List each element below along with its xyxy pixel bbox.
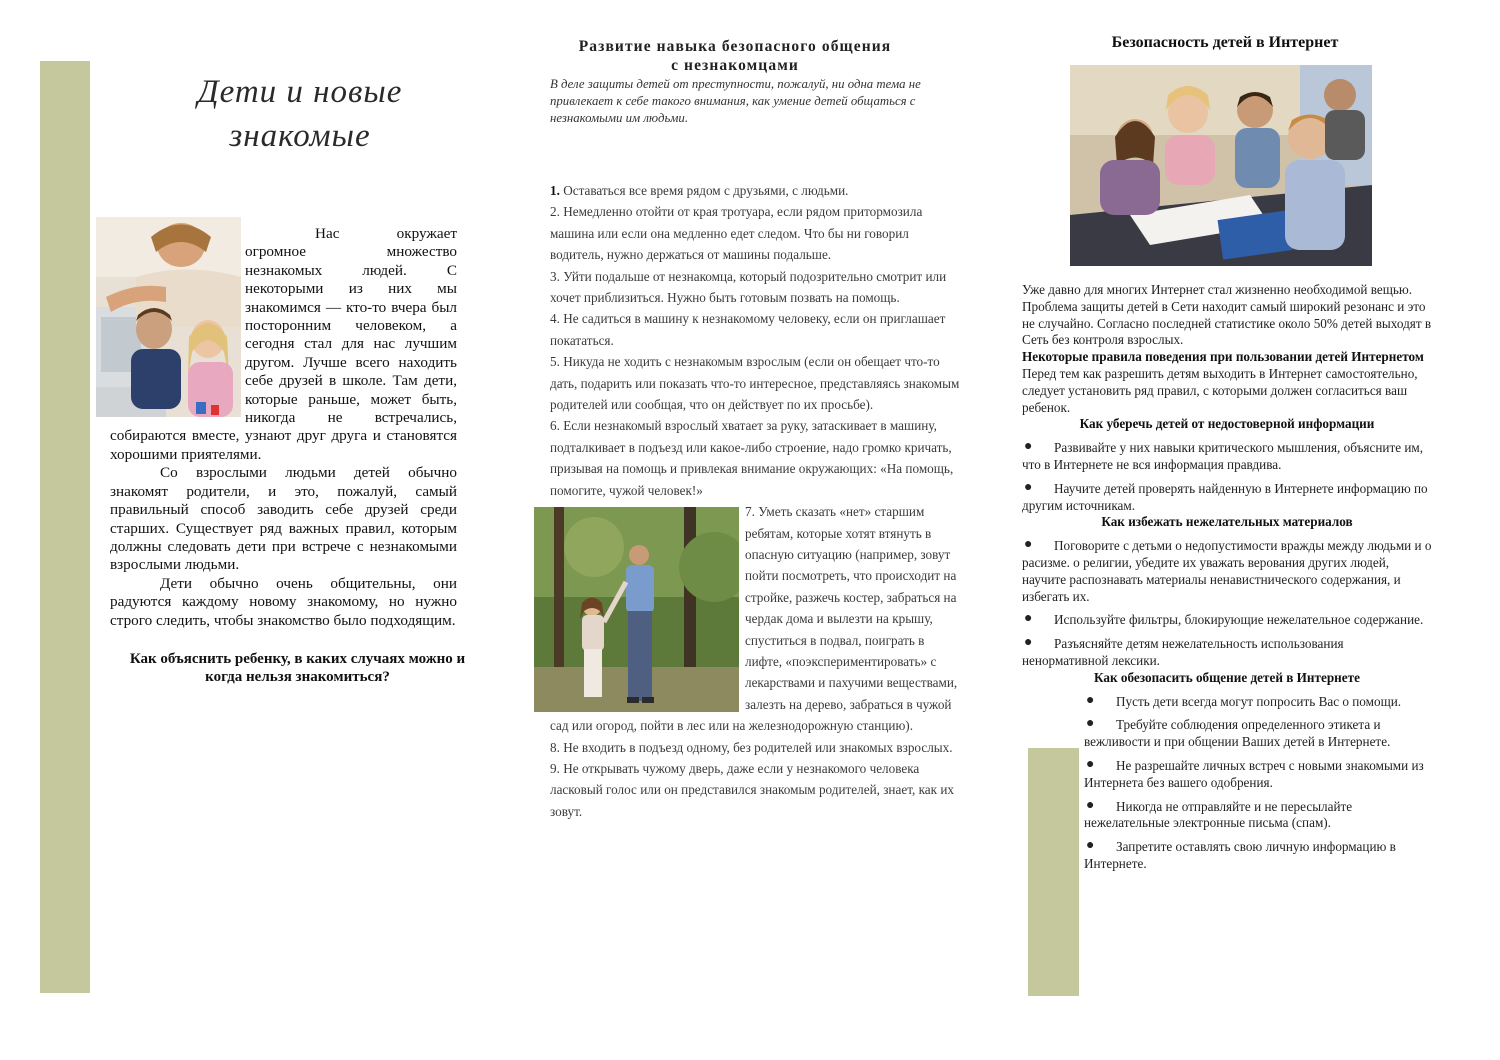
bullet-icon: ● — [1086, 838, 1095, 854]
section-1-item: ● Развивайте у них навыки критического мышления, объясните им, что в Интернете не вся информация правдива. — [1022, 440, 1432, 474]
rule-3: 3. Уйти подальше от незнакомца, который подозрительно смотрит или хочет приблизиться. Нужно быть готовым позвать на помощь. — [550, 268, 947, 306]
internet-rules-intro: Перед тем как разрешить детям выходить в Интернет самостоятельно, следует установить ряд правил, с которыми должен согласиться ваш ребенок. — [1022, 365, 1418, 415]
rule-1-text: Оставаться все время рядом с друзьями, с людьми. — [563, 183, 849, 198]
section-1-item: ● Научите детей проверять найденную в Интернете информацию по другим источникам. — [1022, 481, 1432, 515]
left-panel-title: Дети и новые знакомые — [197, 74, 403, 154]
bullet-icon: ● — [1086, 797, 1095, 813]
rule-8: 8. Не входить в подъезд одному, без родителей или знакомых взрослых. — [550, 739, 953, 755]
rule-4: 4. Не садиться в машину к незнакомому человеку, если он приглашает покататься. — [550, 311, 946, 348]
rule-1 — [550, 180, 960, 201]
section-1-heading: Как уберечь детей от недостоверной информации — [1079, 416, 1375, 432]
photo-child-with-adult-in-park — [534, 507, 739, 712]
rule-9: 9. Не открывать чужому дверь, даже если у незнакомого человека ласковый голос или он представился знакомым родителей, знает, как их зовут. — [550, 760, 954, 819]
middle-panel-title — [540, 37, 930, 75]
photo-children-at-computer — [96, 217, 241, 417]
safety-rules-list — [550, 180, 960, 822]
bullet-icon: ● — [1086, 756, 1095, 772]
left-accent-bar — [40, 61, 90, 993]
bullet-icon: ● — [1024, 611, 1033, 627]
middle-title-line-1: Развитие навыка безопасного общения — [578, 38, 892, 55]
section-2-item: ● Используйте фильтры, блокирующие нежелательное содержание. — [1022, 612, 1432, 629]
rule-7: 7. Уметь сказать «нет» старшим ребятам, которые хотят втянуть в опасную ситуацию (например, зовут пойти посмотреть, что происходит на стройке, разжечь костер, забраться на чердак дома и вылезти на крышу, спуститься в подвал, поиграть в лифте, «поэкспериментировать» с лекарствами и пахучими веществами, залезть на дерево, забраться в чужой сад или огород, пойти в лес или на железнодорожную станцию). — [550, 504, 958, 734]
section-3-item: ● Не разрешайте личных встреч с новыми знакомыми из Интернета без вашего одобрения. — [1084, 758, 1432, 792]
section-2-heading: Как избежать нежелательных материалов — [1101, 514, 1353, 530]
internet-intro-paragraph: Уже давно для многих Интернет стал жизненно необходимой вещью. Проблема защиты детей в Сети находит самый широкий резонанс и это не случайно. Согласно последней статистике около 50% детей выходят в Сеть без контроля взрослых. — [1022, 282, 1432, 348]
bullet-icon: ● — [1024, 537, 1033, 553]
middle-panel-intro: В деле защиты детей от преступности, пожалуй, ни одна тема не привлекает к себе такого внимания, как умение детей общаться с незнакомыми им людьми. — [550, 77, 921, 125]
left-panel-text — [110, 225, 457, 630]
rule-1-number: 1. — [550, 183, 560, 198]
left-paragraph-3: Дети обычно очень общительны, они радуются каждому новому знакомому, но нужно строго следить, чтобы знакомство было подходящим. — [110, 574, 457, 629]
internet-rules-heading: Некоторые правила поведения при пользовании детей Интернетом — [1022, 349, 1424, 365]
rule-2: 2. Немедленно отойти от края тротуара, если рядом притормозила машина или если она медленно едет следом. Что бы ни говорил водитель, нужно держаться от машины подальше. — [550, 204, 923, 263]
bullet-icon: ● — [1024, 439, 1033, 455]
section-2-item: ● Разъясняйте детям нежелательность использования ненормативной лексики. — [1022, 636, 1432, 670]
bullet-icon: ● — [1024, 479, 1033, 495]
section-2-item: ● Поговорите с детьми о недопустимости вражды между людьми и о расизме. о религии, убедите их уважать верования других людей, научите распознавать материалы ненавистнического содержания, и избегать их. — [1022, 538, 1432, 605]
section-3-item: ● Никогда не отправляйте и не пересылайте нежелательные электронные письма (спам). — [1084, 799, 1432, 833]
section-3-heading: Как обезопасить общение детей в Интернете — [1094, 669, 1360, 685]
section-3-item: ● Требуйте соблюдения определенного этикета и вежливости и при общении Ваших детей в Интернете. — [1084, 717, 1432, 751]
middle-title-line-2: с незнакомцами — [671, 57, 799, 74]
section-3-item: ● Запретите оставлять свою личную информацию в Интернете. — [1084, 839, 1432, 873]
section-3-item: ● Пусть дети всегда могут попросить Вас о помощи. — [1084, 694, 1432, 711]
left-question-heading: Как объяснить ребенку, в каких случаях можно и когда нельзя знакомиться? — [129, 651, 466, 685]
right-panel-title: Безопасность детей в Интернет — [1111, 34, 1339, 51]
rule-5: 5. Никуда не ходить с незнакомым взрослым (если он обещает что-то дать, подарить или показать что-то интересное, представляясь знакомым родителей или сообщая, что он действует по их просьбе). — [550, 354, 960, 413]
bullet-icon: ● — [1086, 716, 1095, 732]
left-intro-paragraph: Нас окружает огромное множество незнакомых людей. С некоторыми из них мы знакомимся — кто-то вчера был посторонним человеком, а сегодня стал для нас лучшим другом. Лучше всего находить себе друзей в школе. Там дети, которые раньше, может быть, никогда не встречались, собираются вместе, узнают друг друга и становятся хорошими приятелями. — [110, 225, 457, 463]
photo-children-studying-together — [1070, 65, 1372, 266]
bullet-icon: ● — [1024, 635, 1033, 651]
bullet-icon: ● — [1086, 692, 1095, 708]
left-paragraph-2: Со взрослыми людьми детей обычно знакомят родители, и это, пожалуй, самый правильный способ заводить себе друзей среди старших. Существует ряд важных правил, которым должны следовать дети при встрече с незнакомыми взрослыми людьми. — [110, 464, 457, 574]
rule-6: 6. Если незнакомый взрослый хватает за руку, затаскивает в машину, подталкивает в подъезд или какое-либо строение, надо громко кричать, призывая на помощь и привлекая внимание окружающих: «На помощь, помогите, чужой человек!» — [550, 418, 954, 498]
right-panel-text — [1022, 282, 1432, 873]
